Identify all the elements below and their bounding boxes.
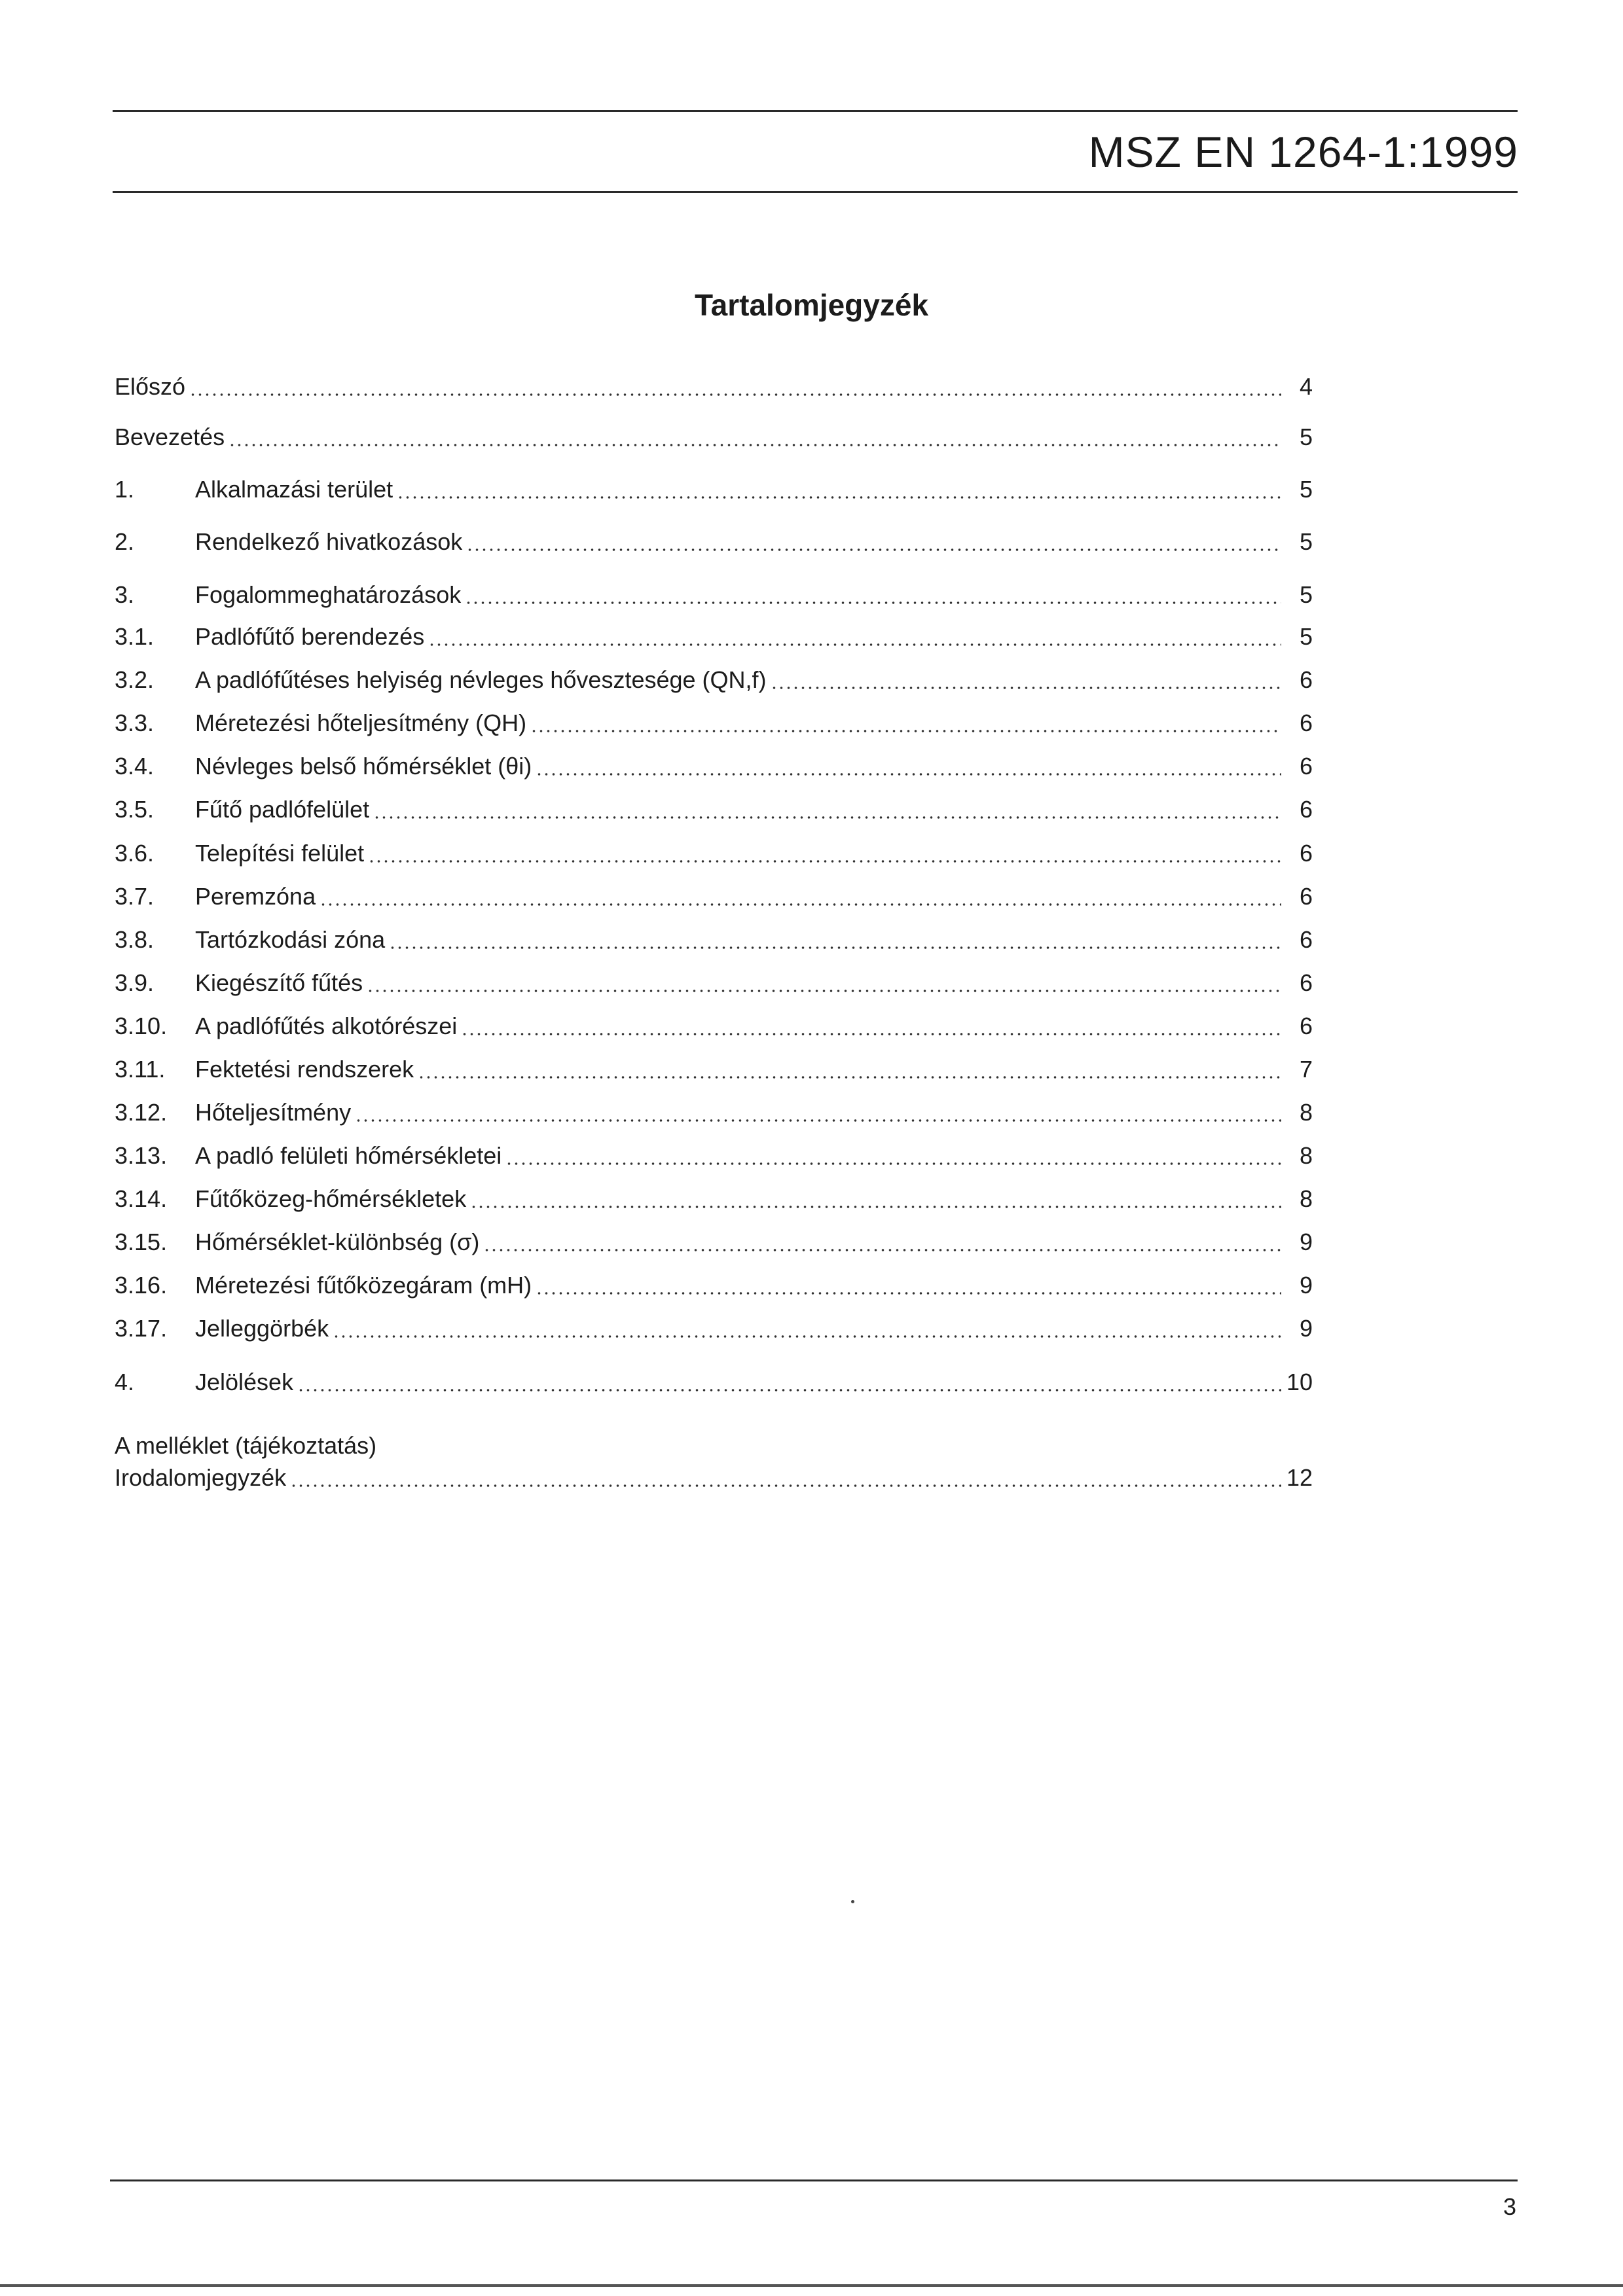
dot-leader: [418, 1076, 1281, 1079]
dot-leader: [530, 730, 1281, 732]
toc-entry-page: 6: [1299, 709, 1313, 736]
dot-leader: [505, 1162, 1281, 1165]
dot-leader: [771, 687, 1281, 689]
toc-entry-number: 3.6.: [115, 840, 155, 867]
toc-entry-number: 3.: [115, 581, 135, 608]
toc-entry-page: 9: [1299, 1229, 1313, 1255]
header-rule-bottom: [113, 191, 1518, 193]
toc-entry-number: 3.11.: [115, 1056, 166, 1083]
dot-leader: [470, 1206, 1281, 1208]
header-rule-top: [113, 110, 1518, 112]
toc-entry-page: 5: [1299, 623, 1313, 650]
dot-leader: [368, 860, 1281, 863]
toc-entry-number: 3.12.: [115, 1099, 168, 1126]
dot-leader: [397, 496, 1281, 499]
toc-entry-number: 1.: [115, 476, 135, 503]
document-code: MSZ EN 1264-1:1999: [1088, 128, 1518, 176]
dot-leader: [461, 1033, 1281, 1035]
toc-entry[interactable]: [115, 966, 1313, 997]
toc-entry-title: Fogalommeghatározások: [195, 581, 462, 608]
toc-entry-number: 3.5.: [115, 796, 155, 823]
dot-leader: [536, 1292, 1281, 1295]
toc-entry-number: 3.8.: [115, 926, 155, 953]
toc-entry-title: Jelleggörbék: [195, 1315, 329, 1342]
toc-entry[interactable]: [115, 793, 1313, 824]
footer-rule: [110, 2179, 1518, 2181]
dot-leader: [355, 1119, 1281, 1122]
toc-entry-number: 3.15.: [115, 1229, 168, 1255]
dot-leader: [367, 990, 1281, 992]
toc-entry[interactable]: [115, 1312, 1313, 1343]
toc-entry-page: 6: [1299, 926, 1313, 953]
toc-entry[interactable]: [115, 923, 1313, 954]
toc-entry-title: Méretezési hőteljesítmény (QH): [195, 709, 527, 736]
toc-entry-number: 3.7.: [115, 883, 155, 910]
toc-entry-page: 9: [1299, 1315, 1313, 1342]
toc-entry-page: 6: [1299, 840, 1313, 867]
toc-entry[interactable]: [115, 1268, 1313, 1300]
toc-entry-title: Tartózkodási zóna: [195, 926, 386, 953]
toc-entry-title: Méretezési fűtőközegáram (mH): [195, 1272, 532, 1299]
dot-leader: [228, 444, 1281, 446]
toc-entry-number: 3.14.: [115, 1185, 168, 1212]
toc-entry[interactable]: [115, 578, 1313, 609]
toc-entry[interactable]: [115, 1182, 1313, 1213]
toc-entry-title: Előszó: [115, 373, 186, 400]
toc-entry[interactable]: [115, 1225, 1313, 1257]
dot-leader: [465, 601, 1281, 604]
toc-entry-page: 6: [1299, 1013, 1313, 1039]
toc-entry-number: 3.1.: [115, 623, 155, 650]
toc-entry-title: Irodalomjegyzék: [115, 1464, 287, 1491]
dot-leader: [373, 816, 1281, 819]
toc-entry-number: 3.3.: [115, 709, 155, 736]
toc-entry[interactable]: [115, 473, 1313, 504]
toc-entry-page: 6: [1299, 883, 1313, 910]
toc-entry[interactable]: [115, 1096, 1313, 1127]
dot-leader: [483, 1249, 1281, 1251]
dot-leader: [319, 903, 1281, 906]
toc-entry[interactable]: [115, 620, 1313, 651]
toc-entry-number: 3.16.: [115, 1272, 168, 1299]
toc-entry-title: Fűtőközeg-hőmérsékletek: [195, 1185, 467, 1212]
toc-entry-title: Padlófűtő berendezés: [195, 623, 425, 650]
toc-entry-number: 3.2.: [115, 666, 155, 693]
toc-entry-page: 6: [1299, 969, 1313, 996]
toc-entry[interactable]: [115, 706, 1313, 738]
dot-leader: [189, 393, 1281, 396]
toc-entry-page: 6: [1299, 666, 1313, 693]
toc-entry-page: 8: [1299, 1099, 1313, 1126]
toc-entry-number: 3.13.: [115, 1142, 168, 1169]
toc-entry-page: 5: [1299, 476, 1313, 503]
toc-entry-number: 3.17.: [115, 1315, 168, 1342]
toc-entry[interactable]: [115, 420, 1313, 452]
toc-entry[interactable]: [115, 1139, 1313, 1170]
toc-entry-title: Fektetési rendszerek: [195, 1056, 414, 1083]
dot-leader: [466, 548, 1281, 551]
toc-entry-page: 8: [1299, 1185, 1313, 1212]
toc-entry-page: 4: [1299, 373, 1313, 400]
toc-entry-number: 2.: [115, 528, 135, 555]
toc-entry-page: 6: [1299, 753, 1313, 780]
toc-title: Tartalomjegyzék: [694, 288, 929, 322]
toc-entry[interactable]: [115, 1461, 1313, 1492]
toc-entry-number: 3.9.: [115, 969, 155, 996]
toc-entry-page: 5: [1299, 581, 1313, 608]
toc-entry-title: Kiegészítő fűtés: [195, 969, 363, 996]
dot-leader: [297, 1389, 1281, 1391]
toc-entry-title: A padló felületi hőmérsékletei: [195, 1142, 502, 1169]
page-number: 3: [1503, 2193, 1516, 2220]
toc-entry[interactable]: [115, 1009, 1313, 1041]
scan-speck: [851, 1900, 854, 1903]
toc-entry[interactable]: [115, 836, 1313, 868]
toc-entry[interactable]: [115, 880, 1313, 911]
toc-entry-page: 8: [1299, 1142, 1313, 1169]
toc-entry-title: A padlófűtés alkotórészei: [195, 1013, 458, 1039]
toc-entry-number: 3.4.: [115, 753, 155, 780]
toc-entry[interactable]: [115, 749, 1313, 781]
toc-entry-title: A padlófűtéses helyiség névleges hővesztesége (QN,f): [195, 666, 767, 693]
toc-entry-title: Alkalmazási terület: [195, 476, 393, 503]
toc-entry-page: 5: [1299, 528, 1313, 555]
toc-entry-number: 4.: [115, 1369, 135, 1395]
toc-entry[interactable]: [115, 1052, 1313, 1084]
dot-leader: [389, 946, 1281, 949]
toc-entry-page: 5: [1299, 423, 1313, 450]
dot-leader: [290, 1484, 1281, 1487]
toc-entry-page: 6: [1299, 796, 1313, 823]
toc-entry[interactable]: [115, 663, 1313, 694]
dot-leader: [333, 1335, 1281, 1338]
toc-entry-page: 12: [1286, 1464, 1313, 1491]
toc-entry[interactable]: [115, 1365, 1313, 1397]
toc-entry-title: Peremzóna: [195, 883, 316, 910]
toc-entry-page: 7: [1299, 1056, 1313, 1083]
dot-leader: [536, 773, 1281, 776]
toc-entry[interactable]: [115, 370, 1313, 401]
toc-entry-title: Fűtő padlófelület: [195, 796, 370, 823]
toc-entry-title: Jelölések: [195, 1369, 294, 1395]
toc-entry-title: Bevezetés: [115, 423, 225, 450]
toc-entry-number: 3.10.: [115, 1013, 168, 1039]
toc-entry-title: Telepítési felület: [195, 840, 365, 867]
annex-heading: A melléklet (tájékoztatás): [115, 1432, 377, 1459]
toc-entry-title: Hőmérséklet-különbség (σ): [195, 1229, 480, 1255]
toc-entry-page: 9: [1299, 1272, 1313, 1299]
toc-entry-title: Névleges belső hőmérséklet (θi): [195, 753, 532, 780]
dot-leader: [428, 643, 1281, 646]
toc-entry-title: Hőteljesítmény: [195, 1099, 352, 1126]
toc-entry-title: Rendelkező hivatkozások: [195, 528, 463, 555]
toc-entry[interactable]: [115, 525, 1313, 556]
page-edge-rule: [0, 2284, 1623, 2287]
toc-entry-page: 10: [1286, 1369, 1313, 1395]
